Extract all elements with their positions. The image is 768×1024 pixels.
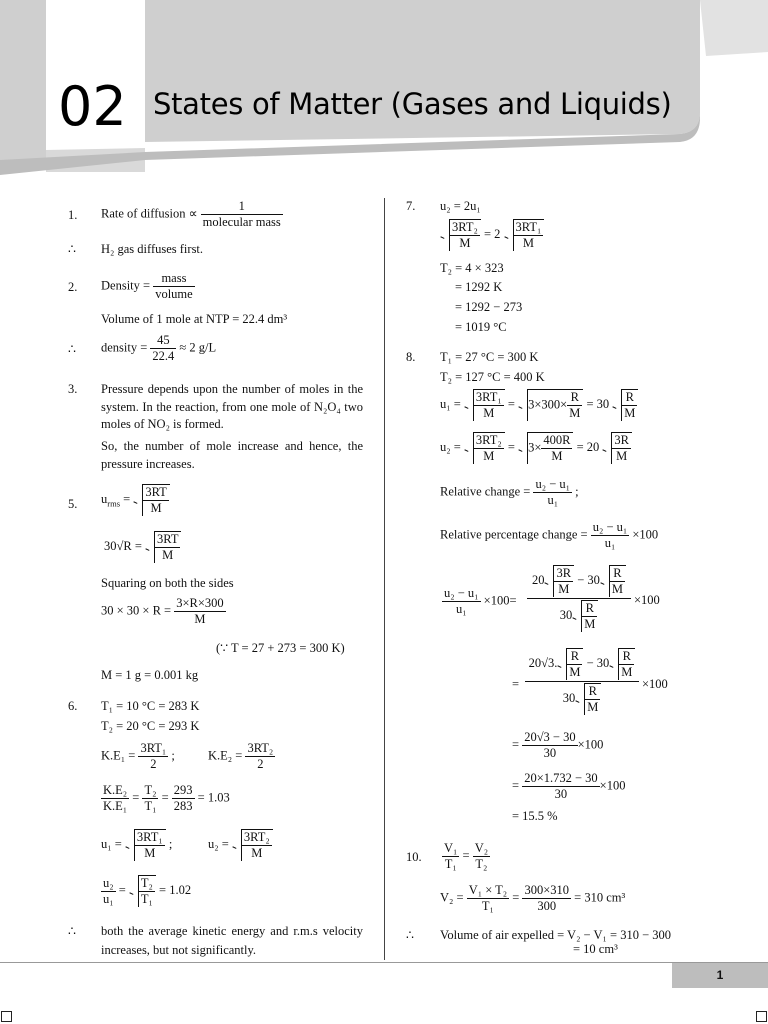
q6-ke2-den: 2	[245, 756, 275, 772]
q1-frac-num: 1	[238, 199, 245, 213]
q10-therefore: ∴	[406, 928, 414, 942]
q8-step4: = $\frac{20\times 1.732 - 30}{30}$ ×100	[512, 771, 626, 801]
q8-s2-sqrt-a	[557, 648, 583, 680]
q5-squaring: Squaring on both the sides	[101, 576, 234, 590]
q5-u: u	[101, 491, 108, 506]
q6-u1-den: M	[135, 845, 165, 861]
q8-relp-suffix: ×100	[632, 527, 659, 542]
q8-s4-frac	[522, 771, 599, 802]
chapter-number: 02	[58, 75, 127, 138]
q8-u1-sqrt-a	[464, 389, 505, 421]
q8-relp-line	[440, 520, 658, 551]
q8-s1-sqrt-a	[544, 565, 574, 597]
q10-line1	[442, 841, 490, 872]
q5-urms-line	[101, 484, 170, 516]
chapter-title: States of Matter (Gases and Liquids)	[153, 87, 672, 121]
q2-therefore: ∴	[68, 342, 76, 356]
q8-step1-denominator	[527, 598, 631, 632]
q2-density-prefix: Density =	[101, 278, 151, 293]
q8-s1-den-sq-den: M	[584, 617, 596, 631]
q8-s2-den-a: 30	[562, 690, 576, 705]
q5-eq: =	[123, 491, 131, 506]
q8-s2-num-a: 20√3.	[528, 655, 558, 670]
q6-u2-num: 3RT₂	[243, 830, 270, 844]
q8-s2-den-sq-den: M	[587, 700, 599, 714]
q8-s4-num: 20×1.732 − 30	[524, 771, 598, 785]
q7-line2	[440, 219, 544, 251]
q5-line4-num: 3×R×300	[176, 596, 224, 610]
q8-u2-sqrt-c	[602, 432, 632, 464]
q6-ke-ratio-den: K.E₁	[103, 799, 128, 813]
q6-t-ratio	[142, 783, 158, 814]
q6-u1-line	[101, 829, 172, 861]
q8-u2-line: u₂ = $\frac{\text{3RT₂}}{M}$ = 3× $\frac{400R}{M}$ = 20 $\frac{3R}{M}$	[440, 432, 632, 464]
q5-line2-sqrt	[145, 531, 181, 563]
q6-u-ratio-line: $\frac{\text{u₂}}{\text{u₁}}$ = $\frac{\text{T₂}}{\text{T₁}}$ = 1.02	[103, 875, 192, 906]
q8-s1-den-sq-num: R	[585, 601, 594, 615]
q7-line5: = 1292 − 273	[455, 300, 523, 314]
q10-v1: V₁	[444, 841, 458, 855]
q8-relp-den: u₁	[591, 535, 630, 551]
q8-step2-numerator	[525, 648, 639, 680]
q10-v2-prefix: V₂ =	[440, 890, 464, 905]
q10-v2-num: V₁ × T₂	[468, 883, 508, 897]
q8-s2-den-sqrt	[575, 683, 601, 715]
q6-ke2-frac	[245, 741, 275, 772]
q10-v2-result: = 310 cm³	[574, 890, 626, 905]
q6-t1: T₁ = 10 °C = 283 K	[101, 699, 200, 713]
page-number: 1	[672, 963, 768, 988]
q8-u2-c-num: 3R	[614, 433, 630, 447]
q8-result: = 15.5 %	[512, 809, 558, 823]
q6-u2-line	[208, 829, 273, 861]
q8-step2-denominator	[525, 681, 639, 715]
q8-t2: T₂ = 127 °C = 400 K	[440, 370, 545, 384]
q6-ke-ratio	[101, 783, 129, 814]
q1-number: 1.	[68, 208, 78, 222]
q6-u-semicolon: ;	[168, 836, 173, 851]
footer-rule	[0, 962, 768, 963]
q2-density2-suffix: ≈ 2 g/L	[179, 340, 217, 355]
q6-u1-prefix: u₁ =	[101, 836, 122, 851]
q6-u-ratio	[101, 876, 116, 907]
q5-line4-prefix: 30 × 30 × R =	[101, 603, 172, 618]
q8-u1-c-den: M	[624, 406, 636, 420]
q10-v2: V₂	[474, 841, 489, 855]
q1-prefix: Rate of diffusion ∝	[101, 206, 198, 221]
q8-relp-num: u₂ − u₁	[592, 520, 628, 534]
q8-s2-sq-a-num: R	[570, 649, 580, 663]
q5-line2	[104, 531, 181, 563]
q2-number: 2.	[68, 280, 78, 294]
q5-line2-num: 3RT	[157, 532, 179, 546]
q2-density-line	[101, 271, 195, 302]
q2-volume-line: Volume of 1 mole at NTP = 22.4 dm³	[101, 312, 288, 326]
q6-conclusion: both the average kinetic energy and r.m.s velocity increases, but not significantly.	[101, 924, 363, 957]
q6-therefore: ∴	[68, 924, 76, 938]
q7-sq1-den: M	[450, 235, 480, 251]
q8-s4-den: 30	[522, 786, 599, 802]
q8-s1-sqrt-b	[600, 565, 626, 597]
q10-t1: T₁	[442, 856, 459, 872]
q8-s1-den-sqrt	[572, 600, 598, 632]
q2-density-frac	[153, 271, 195, 302]
q8-u2-c-den: M	[612, 448, 631, 464]
q2-density2-line	[101, 333, 216, 364]
q8-s3-den: 30	[522, 745, 577, 761]
q1-answer: H₂ gas diffuses first.	[101, 242, 204, 256]
q8-relp-frac	[591, 520, 630, 551]
q8-s1-num-a: 20	[531, 572, 545, 587]
q8-u2-b: 3×	[528, 440, 542, 455]
q7-sq2-num: 3RT₁	[515, 220, 542, 234]
q7-number: 7.	[406, 199, 416, 213]
q8-step1-numerator	[527, 565, 631, 597]
q8-step1-lhs	[442, 586, 517, 617]
q5-rms-sub: rms	[107, 498, 120, 509]
q2-density2-num: 45	[157, 333, 170, 347]
q8-s1-lhs-frac	[442, 586, 481, 617]
q5-line4-den: M	[174, 611, 225, 627]
q8-u1-line: u₁ = $\frac{\text{3RT₁}}{M}$ = 3×300× $\frac{R}{M}$ = 30 $\frac{R}{M}$	[440, 389, 638, 421]
q1-rate-line	[101, 199, 283, 230]
q10-v1-t1	[442, 841, 459, 872]
q6-ke1-prefix: K.E₁ =	[101, 748, 136, 763]
q8-s2-sq-b-den: M	[621, 665, 633, 679]
q6-t2: T₂ = 20 °C = 293 K	[101, 719, 200, 733]
q1-fraction	[201, 199, 283, 230]
q8-u1-sqrt-c	[612, 389, 638, 421]
q8-u2-a-num: 3RT₂	[475, 433, 502, 447]
q8-s1-num-b: − 30	[577, 572, 600, 587]
q5-sqrt	[133, 484, 169, 516]
q7-line1: u₂ = 2u₁	[440, 199, 481, 213]
q1-frac-den: molecular mass	[202, 215, 281, 229]
q8-s3-num: 20√3 − 30	[524, 730, 576, 744]
q5-sqrt-den: M	[143, 500, 168, 516]
q6-ke-ratio-num: K.E₂	[103, 783, 128, 797]
q8-step3: = $\frac{20√3 - 30}{30}$ ×100	[512, 730, 604, 760]
q6-ke2-num: 3RT₂	[247, 741, 274, 755]
q6-u1-sqrt	[125, 829, 166, 861]
q8-s2-sqrt-b	[609, 648, 635, 680]
q8-step1-frac	[527, 565, 631, 632]
q8-s2-sq-b-num: R	[622, 649, 632, 663]
q7-line6: = 1019 °C	[455, 320, 507, 334]
q6-ke2-prefix: K.E₂ =	[208, 748, 243, 763]
q8-relp-prefix: Relative percentage change =	[440, 527, 588, 542]
q10-v2-den2: 300	[522, 898, 571, 914]
q2-density2-frac	[150, 333, 176, 364]
q8-rel-num: u₂ − u₁	[535, 477, 570, 491]
q6-u-result: = 1.02	[159, 882, 192, 897]
q6-ke-line	[101, 741, 175, 772]
q8-u2-c: = 20	[576, 439, 600, 454]
q10-v2-frac	[467, 883, 509, 914]
corner-mark-left	[1, 1011, 12, 1022]
q6-num-ratio-den: 283	[173, 799, 193, 813]
q7-line4: = 1292 K	[455, 280, 503, 294]
q8-rel-frac	[533, 477, 572, 508]
q8-s1-sq-a-den: M	[554, 581, 573, 597]
q8-rel-den: u₁	[533, 492, 572, 508]
q10-v2-den: T₁	[467, 898, 509, 914]
q10-expelled: Volume of air expelled = V₂ − V₁ = 310 − 300	[440, 928, 671, 942]
q3-number: 3.	[68, 382, 78, 396]
q10-t2: T₂	[473, 856, 490, 872]
q6-ratio-line: $\frac{\text{K.E₂}}{\text{K.E₁}}$ = $\frac{\text{T₂}}{\text{T₁}}$ = $\frac{293}{283}$ = 1.03	[103, 783, 230, 813]
q8-s3-suffix: ×100	[577, 737, 604, 752]
q6-ke1-frac	[138, 741, 168, 772]
q8-s2-den-sq-num: R	[588, 684, 597, 698]
q8-u2-b-den: M	[541, 448, 572, 464]
q7-sq1-num: 3RT₂	[452, 220, 478, 234]
q5-number: 5.	[68, 497, 78, 511]
q5-line4	[101, 596, 226, 627]
q8-u1-c: = 30	[586, 396, 610, 411]
q7-sq2-den: M	[514, 235, 544, 251]
q8-s3-frac	[522, 730, 577, 761]
q6-semicolon: ;	[171, 748, 175, 763]
q6-ke1-num: 3RT₁	[140, 741, 167, 755]
corner-mark-right	[756, 1011, 767, 1022]
q7-mid: = 2	[483, 226, 501, 241]
q6-ratio-result: = 1.03	[197, 790, 230, 805]
q8-s1-sq-a-num: 3R	[556, 566, 572, 580]
q8-u2-sqrt-a	[464, 432, 505, 464]
q8-rel-prefix: Relative change =	[440, 484, 531, 499]
q8-number: 8.	[406, 350, 416, 364]
q8-step2-frac	[525, 648, 639, 715]
q8-u1-b-num: R	[570, 390, 579, 404]
q8-s2-sq-a-den: M	[569, 665, 581, 679]
q10-expelled-result: = 10 cm³	[573, 942, 618, 956]
q2-density2-prefix: density =	[101, 340, 148, 355]
q2-density2-den: 22.4	[152, 349, 175, 363]
q6-u2-sqrt	[232, 829, 273, 861]
q10-eq: =	[462, 848, 470, 863]
q8-u1-sqrt-b	[518, 389, 583, 421]
q10-v2-num2: 300×310	[524, 883, 570, 897]
q2-density-den: volume	[155, 287, 193, 301]
q7-sqrt2	[504, 219, 545, 251]
q6-num-ratio	[172, 783, 195, 814]
q10-line2: V₂ = $\frac{\text{V₁ × T₂}}{\text{T₁}}$ = $\frac{300\times 310}{300}$ = 310 cm³	[440, 883, 626, 913]
q5-line2-den: M	[155, 547, 180, 563]
q8-u1-a-den: M	[474, 405, 504, 421]
q8-s1-sq-b-den: M	[611, 582, 624, 596]
q8-s4-suffix: ×100	[599, 778, 626, 793]
column-divider	[384, 198, 385, 960]
q8-s2-num-b: − 30	[586, 655, 610, 670]
q8-t1: T₁ = 27 °C = 300 K	[440, 350, 539, 364]
q8-u2-b-num: 400R	[543, 433, 571, 447]
q6-u-ratio-num: u₂	[103, 875, 114, 890]
q5-result: M = 1 g = 0.001 kg	[101, 668, 199, 682]
q5-sqrt-num: 3RT	[145, 485, 167, 499]
q8-s1-sq-b-num: R	[613, 566, 622, 580]
q8-rel-suffix: ;	[575, 484, 579, 499]
q6-u-ratio-sqrt	[129, 875, 156, 907]
q8-s1-suffix: ×100	[634, 593, 660, 607]
q6-u-ratio-den: u₁	[103, 891, 114, 906]
q7-line3: T₂ = 4 × 323	[440, 261, 504, 275]
q8-u2-a-den: M	[474, 448, 504, 464]
q8-u1-b-den: M	[569, 406, 581, 420]
q6-u2-prefix: u₂ =	[208, 836, 229, 851]
q6-u-sqrt-num: T₂	[140, 876, 153, 890]
q5-line2-prefix: 30√R =	[104, 538, 142, 553]
q8-u1-a-num: 3RT₁	[475, 390, 502, 404]
q8-s1-den-a: 30	[559, 607, 573, 622]
q8-s2-eq: =	[512, 677, 520, 691]
q6-u1-num: 3RT₁	[136, 830, 163, 844]
q1-therefore: ∴	[68, 242, 76, 256]
q6-ke2-line	[208, 741, 275, 772]
q8-rel-line	[440, 477, 579, 508]
q8-u2-prefix: u₂ =	[440, 439, 461, 454]
q6-t-ratio-den: T₁	[144, 799, 157, 813]
q8-u2-sqrt-b	[518, 432, 573, 464]
q2-density-num: mass	[161, 271, 187, 285]
q10-v2-t2	[473, 841, 490, 872]
q3-paragraph-1: Pressure depends upon the number of moles in the system. In the reaction, from one mole of N₂O₄ two moles of NO₂ is formed.	[101, 382, 363, 431]
q8-s1-mid: ×100=	[483, 593, 517, 608]
q8-s2-suffix: ×100	[642, 677, 668, 691]
q10-v2-frac2	[522, 883, 571, 914]
q8-u1-prefix: u₁ =	[440, 396, 461, 411]
q5-line4-frac	[174, 596, 225, 627]
q10-number: 10.	[406, 850, 422, 864]
q6-number: 6.	[68, 699, 78, 713]
q6-u-sqrt-den: T₁	[140, 892, 153, 906]
q8-u1-b: 3×300×	[528, 397, 568, 412]
q3-paragraph-2: So, the number of mole increase and hence, the pressure increases.	[101, 439, 363, 471]
q6-num-ratio-num: 293	[173, 783, 193, 797]
q6-t-ratio-num: T₂	[144, 783, 157, 797]
q6-u2-den: M	[242, 845, 272, 861]
q7-sqrt1	[440, 219, 481, 251]
q6-ke1-den: 2	[138, 756, 168, 772]
q5-since: (∵ T = 27 + 273 = 300 K)	[216, 641, 345, 655]
q8-s1-lhs-den: u₁	[442, 601, 481, 617]
q8-s1-lhs-num: u₂ − u₁	[444, 586, 479, 600]
q8-u1-c-num: R	[625, 390, 634, 404]
